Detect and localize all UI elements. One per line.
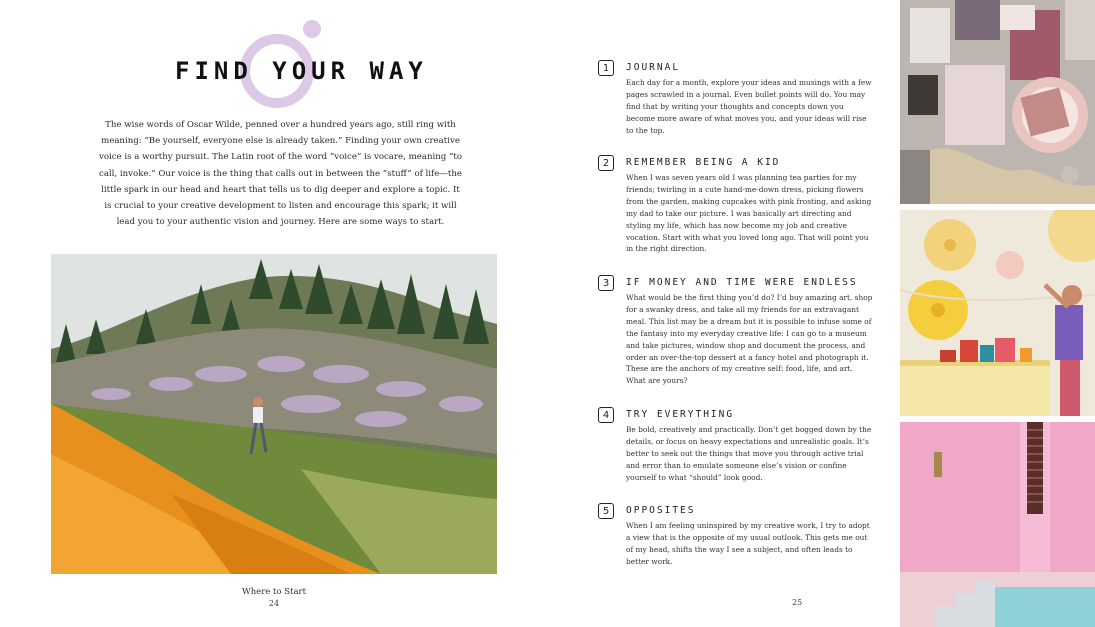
- intro-paragraph: The wise words of Oscar Wilde, penned over a hundred years ago, still ring with meaning: “Be yourself, everyone else is already taken.” Finding your own creative voice is a worthy pursuit. The Latin root of the word “voice” is vocare, meaning “to call, invoke.” Our voice is the thing that calls out in between the “stuff” of life—the little spark in our head and heart that tells us to dig deeper and explore a topic. It is crucial to your creative development to listen and encourage this spark; it will lead you to your authentic vision and journey. Here are some ways to start.: [98, 120, 463, 228]
- title-block: [175, 30, 428, 110]
- item-body: Each day for a month, explore your ideas and musings with a few pages scrawled in a journal. Even bullet points will do. You may find that by writing your thoughts and concepts down you become more aware of what moves you, and your ideas will rise to the top.: [626, 78, 872, 135]
- item-body: When I was seven years old I was planning tea parties for my friends; twirling in a cute hand-me-down dress, picking flowers from the garden, making cupcakes with pink frosting, and asking my dad to take our picture. I was basically art directing and styling my life, which has now become my job and creative vocation. Start with what you loved long ago. That will point you in the right direction.: [626, 173, 872, 254]
- item-heading: IF MONEY AND TIME WERE ENDLESS: [626, 277, 858, 288]
- page-title: FIND YOUR WAY: [175, 57, 428, 85]
- page-number-right: 25: [792, 598, 803, 607]
- item-number: 1: [598, 60, 614, 76]
- page-number-left: 24: [268, 599, 280, 608]
- item-body: Be bold, creatively and practically. Don’t get bogged down by the details, or focus on heavy expectations and unrealistic goals. It’s better to seek out the things that move you through active trial and error than to emulate someone else’s vision or confine yourself to what “should” look good.: [626, 425, 872, 482]
- pink-wall-photo: [900, 422, 1095, 627]
- item-heading: REMEMBER BEING A KID: [626, 157, 781, 168]
- item-heading: OPPOSITES: [626, 505, 696, 516]
- item-body: What would be the first thing you’d do? I’d buy amazing art, shop for a swanky dress, and take all my friends for an extravagant meal. This list may be a dream but it is possible to infuse some of the fantasy into my everyday creative life: I can go to a museum and take pictures, window shop and document the process, and order an over-the-top dessert at a fancy hotel and photograph it. These are the anchors of my creative self: food, life, and art. What are yours?: [626, 293, 873, 386]
- moodboard-photo: [900, 0, 1095, 204]
- poppy-hillside-photo: [51, 254, 497, 574]
- decorative-dot-icon: [303, 20, 321, 38]
- item-heading: TRY EVERYTHING: [626, 409, 735, 420]
- right-page: [548, 0, 1095, 627]
- item-number: 3: [598, 275, 614, 291]
- item-heading: JOURNAL: [626, 62, 681, 73]
- page-footer-left: [0, 587, 548, 608]
- item-number: 4: [598, 407, 614, 423]
- item-number: 2: [598, 155, 614, 171]
- section-label: Where to Start: [241, 587, 307, 597]
- item-body: When I am feeling uninspired by my creative work, I try to adopt a view that is the opposite of my usual outlook. This gets me out of my head, shifts the way I see a subject, and often leads to better work.: [626, 521, 870, 566]
- item-number: 5: [598, 503, 614, 519]
- party-photo: [900, 210, 1095, 416]
